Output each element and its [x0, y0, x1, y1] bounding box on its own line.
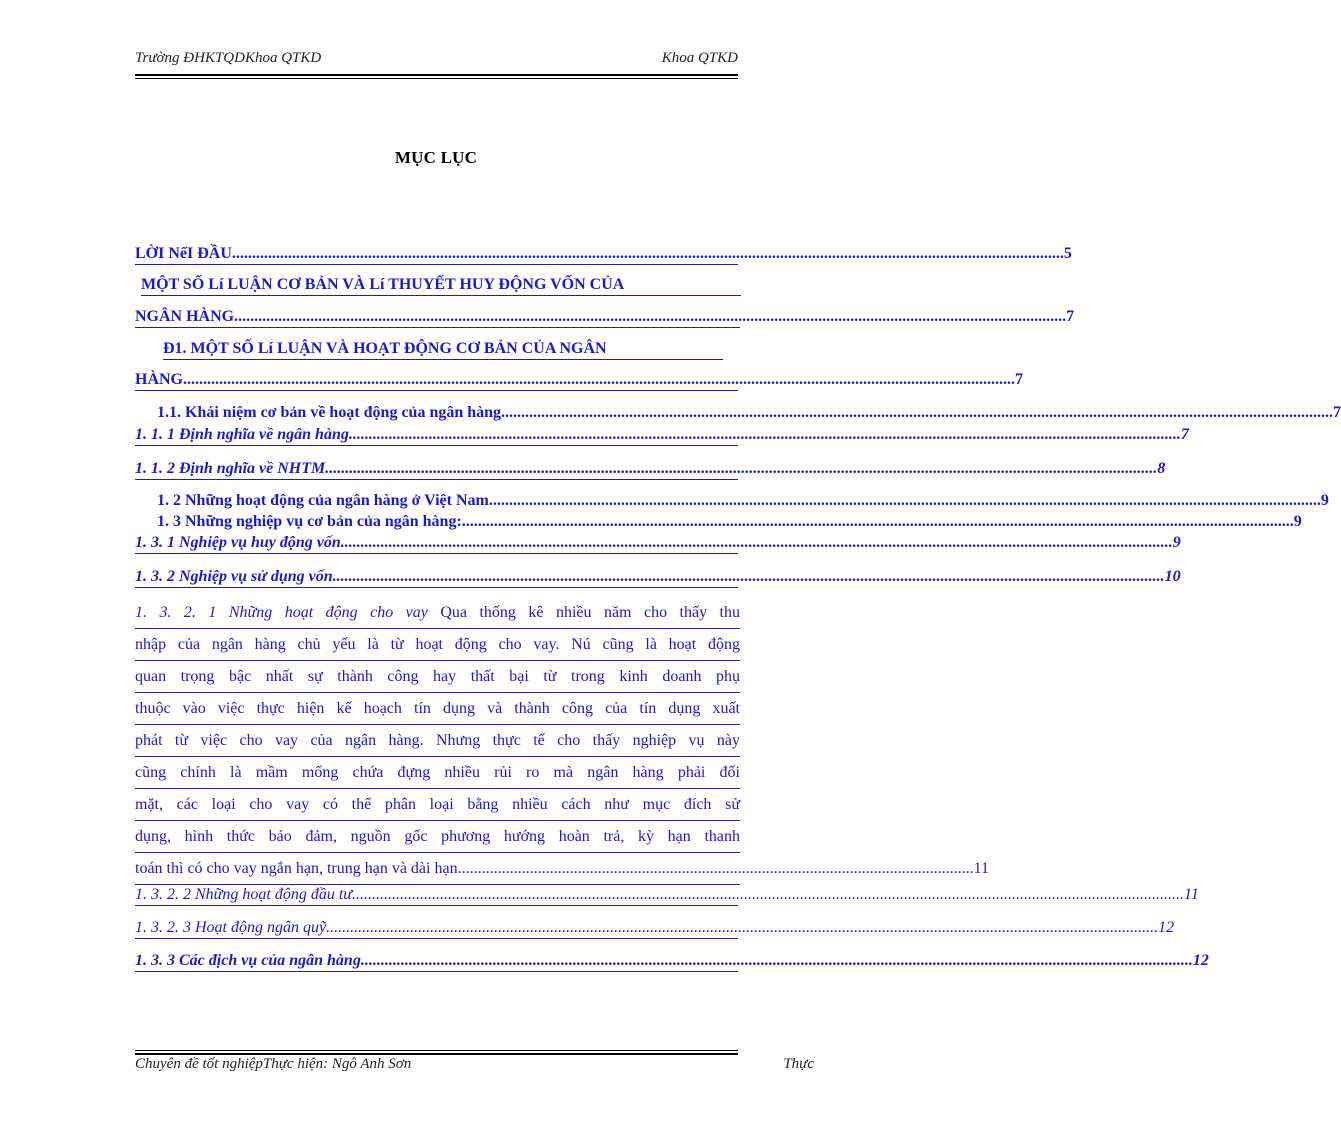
header-rule [135, 74, 738, 76]
toc-page: 7 [1333, 404, 1341, 421]
toc-entry-1-1-2[interactable] [135, 458, 1166, 480]
toc-entry-chapter1[interactable] [135, 306, 1075, 328]
toc-page: 12 [1158, 919, 1175, 936]
toc-entry-text: 1. 1. 2 Định nghĩa về NHTM [135, 460, 326, 477]
toc-entry-1-3-2-2[interactable] [135, 884, 1199, 906]
toc-entry-text: NGÂN HÀNG [135, 308, 235, 325]
toc-leader [501, 404, 1333, 422]
page-title: MỤC LỤC [394, 148, 478, 167]
toc-entry-text: 1. 3. 3 Các địch vụ của ngân hàng [135, 952, 361, 969]
toc-entry-text: Đ1. MỘT SỐ Lí LUẬN VÀ HOẠT ĐỘNG CƠ BẢN CỦA NGÂN [163, 340, 723, 360]
toc-page: 9 [1172, 534, 1181, 551]
header-left: Trường ĐHKTQDKhoa QTKD [135, 50, 322, 66]
para-line: quan trọng bậc nhất sự thành công hay thất bại từ trong kinh doanh phụ [135, 661, 740, 693]
para-line: dụng, hình thức bảo đảm, nguồn gốc phương hướng hoàn trả, kỳ hạn thanh [135, 821, 740, 853]
toc-leader [361, 952, 1193, 970]
toc-entry-text: 1. 3. 2 Nghiệp vụ sử dụng vốn [135, 568, 333, 585]
toc-page: 9 [1320, 492, 1329, 509]
toc-page: 7 [1015, 371, 1023, 388]
toc-entry-chapter1-line1[interactable] [141, 276, 741, 296]
header-right: Khoa QTKD [661, 50, 738, 66]
toc-leader: ................................................................................................................................ [461, 860, 974, 877]
toc-entry-loi-noi-dau[interactable] [135, 243, 1072, 265]
para-line [135, 597, 740, 629]
toc-entry-text: 1.1. Khái niệm cơ bản về hoạt động của ngân hàng [157, 404, 502, 421]
toc-entry-text: HÀNG [135, 371, 183, 388]
toc-page: 9 [1293, 513, 1302, 530]
page-header [135, 48, 738, 70]
toc-entry-heading: 1. 3. 2. 1 Những hoạt động cho vay [135, 604, 428, 621]
toc-page: 11 [973, 860, 989, 877]
toc-page: 7 [1180, 426, 1189, 443]
toc-entry-text: 1. 3. 2. 2 Những hoạt động đầu tư [135, 886, 353, 903]
toc-page: 12 [1192, 952, 1209, 969]
toc-entry-section1-line1[interactable] [163, 340, 723, 360]
toc-leader [232, 245, 1064, 263]
footer-rule [135, 1053, 738, 1055]
toc-leader [234, 308, 1066, 326]
para-text: Qua thống kê nhiều năm cho thấy thu [427, 604, 740, 621]
toc-entry-1-3-1[interactable] [135, 532, 1181, 554]
para-line-last [135, 853, 989, 885]
para-line: thuộc vào việc thực hiện kế hoạch tín dụng và thành công của tín dụng xuất [135, 693, 740, 725]
toc-entry-text: MỘT SỐ Lí LUẬN CƠ BẢN VÀ Lí THUYẾT HUY ĐỘNG VỐN CỦA [141, 276, 741, 296]
toc-leader [183, 371, 1015, 389]
toc-leader [349, 426, 1181, 444]
toc-entry-text: 1. 1. 1 Định nghĩa về ngân hàng [135, 426, 349, 443]
toc-entry-section1[interactable] [135, 369, 1023, 391]
footer-right: Thực [783, 1056, 814, 1072]
toc-page: 5 [1063, 245, 1072, 262]
toc-page: 8 [1157, 460, 1166, 477]
footer-rule-thin [135, 1050, 738, 1051]
toc-entry-text: 1. 3. 2. 3 Hoạt động ngân quỹ [135, 919, 327, 936]
toc-leader [489, 492, 1321, 510]
toc-leader [341, 534, 1173, 552]
toc-entry-1-3-3[interactable] [135, 950, 1209, 972]
toc-entry-text: 1. 3. 1 Nghiệp vụ huy động vốn [135, 534, 341, 551]
toc-entry-1-3-2-3[interactable] [135, 917, 1175, 939]
para-line: mặt, các loại cho vay có thể phân loại bằng nhiều cách như mục đích sử [135, 789, 740, 821]
toc-page: 10 [1164, 568, 1181, 585]
toc-entry-1-1[interactable] [157, 403, 1341, 423]
toc-page: 11 [1184, 886, 1199, 903]
toc-entry-text: 1. 3 Những nghiệp vụ cơ bản của ngân hàng: [157, 513, 462, 530]
para-line: phát từ việc cho vay của ngân hàng. Nhưng thực tế cho thấy nghiệp vụ này [135, 725, 740, 757]
footer-left: Chuyên đề tốt nghiệpThực hiện: Ngô Anh Sơn [135, 1056, 412, 1072]
toc-page: 7 [1066, 308, 1075, 325]
toc-leader [462, 513, 1294, 531]
toc-leader [352, 886, 1184, 904]
toc-entry-1-2[interactable] [157, 491, 1329, 511]
toc-entry-1-3-2-1[interactable] [135, 597, 989, 885]
toc-entry-text: 1. 2 Những hoạt động của ngân hàng ở Việt Nam [157, 492, 489, 509]
page-footer [135, 1056, 816, 1078]
para-line: nhập của ngân hàng chủ yếu là từ hoạt động cho vay. Nú cũng là hoạt động [135, 629, 740, 661]
para-text: toán thì có cho vay ngắn hạn, trung hạn và dài hạn. [135, 860, 462, 877]
toc-leader [326, 919, 1158, 937]
toc-entry-1-1-1[interactable] [135, 424, 1189, 446]
toc-leader [333, 568, 1165, 586]
toc-entry-1-3-2[interactable] [135, 566, 1181, 588]
toc-entry-text: LỜI NểI ĐẦU [135, 245, 232, 262]
header-rule-thin [135, 78, 738, 79]
toc-leader [325, 460, 1157, 478]
para-line: cũng chính là mầm mống chứa đựng nhiều rủi ro mà ngân hàng phải đối [135, 757, 740, 789]
toc-entry-1-3[interactable] [157, 512, 1302, 532]
